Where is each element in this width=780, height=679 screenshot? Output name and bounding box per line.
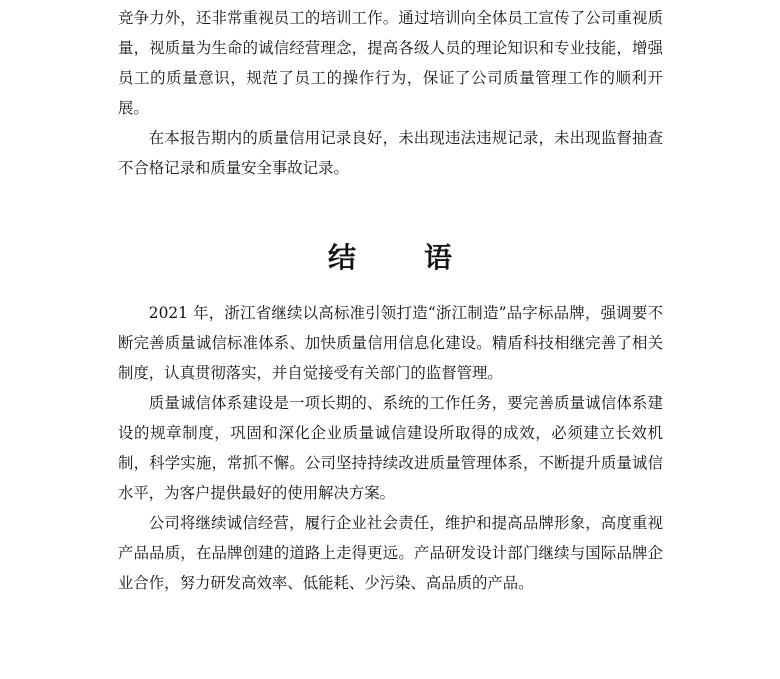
conclusion-body bbox=[118, 298, 663, 598]
previous-section-text bbox=[118, 3, 663, 183]
paragraph-integrity-system: 质量诚信体系建设是一项长期的、系统的工作任务，要完善质量诚信体系建设的规章制度，巩固和深化企业质量诚信建设所取得的成效，必须建立长效机制，科学实施，常抓不懈。公司坚持持续改进质量管理体系，不断提升质量诚信水平，为客户提供最好的使用解决方案。 bbox=[118, 394, 663, 502]
paragraph-training-continued: 竞争力外，还非常重视员工的培训工作。通过培训向全体员工宣传了公司重视质量，视质量为生命的诚信经营理念，提高各级人员的理论知识和专业技能，增强员工的质量意识，规范了员工的操作行为，保证了公司质量管理工作的顺利开展。 bbox=[118, 9, 663, 117]
paragraph-brand-commitment: 公司将继续诚信经营，履行企业社会责任，维护和提高品牌形象，高度重视产品品质，在品牌创建的道路上走得更远。产品研发设计部门继续与国际品牌企业合作，努力研发高效率、低能耗、少污染、高品质的产品。 bbox=[118, 514, 663, 592]
paragraph-quality-record: 在本报告期内的质量信用记录良好，未出现违法违规记录，未出现监督抽查不合格记录和质量安全事故记录。 bbox=[118, 129, 663, 177]
paragraph-zhejiang-standard: 2021 年，浙江省继续以高标准引领打造“浙江制造”品字标品牌，强调要不断完善质量诚信标准体系、加快质量信用信息化建设。精盾科技相继完善了相关制度，认真贯彻落实，并自觉接受有关部门的监督管理。 bbox=[118, 304, 663, 382]
conclusion-heading: 结语 bbox=[327, 241, 520, 274]
